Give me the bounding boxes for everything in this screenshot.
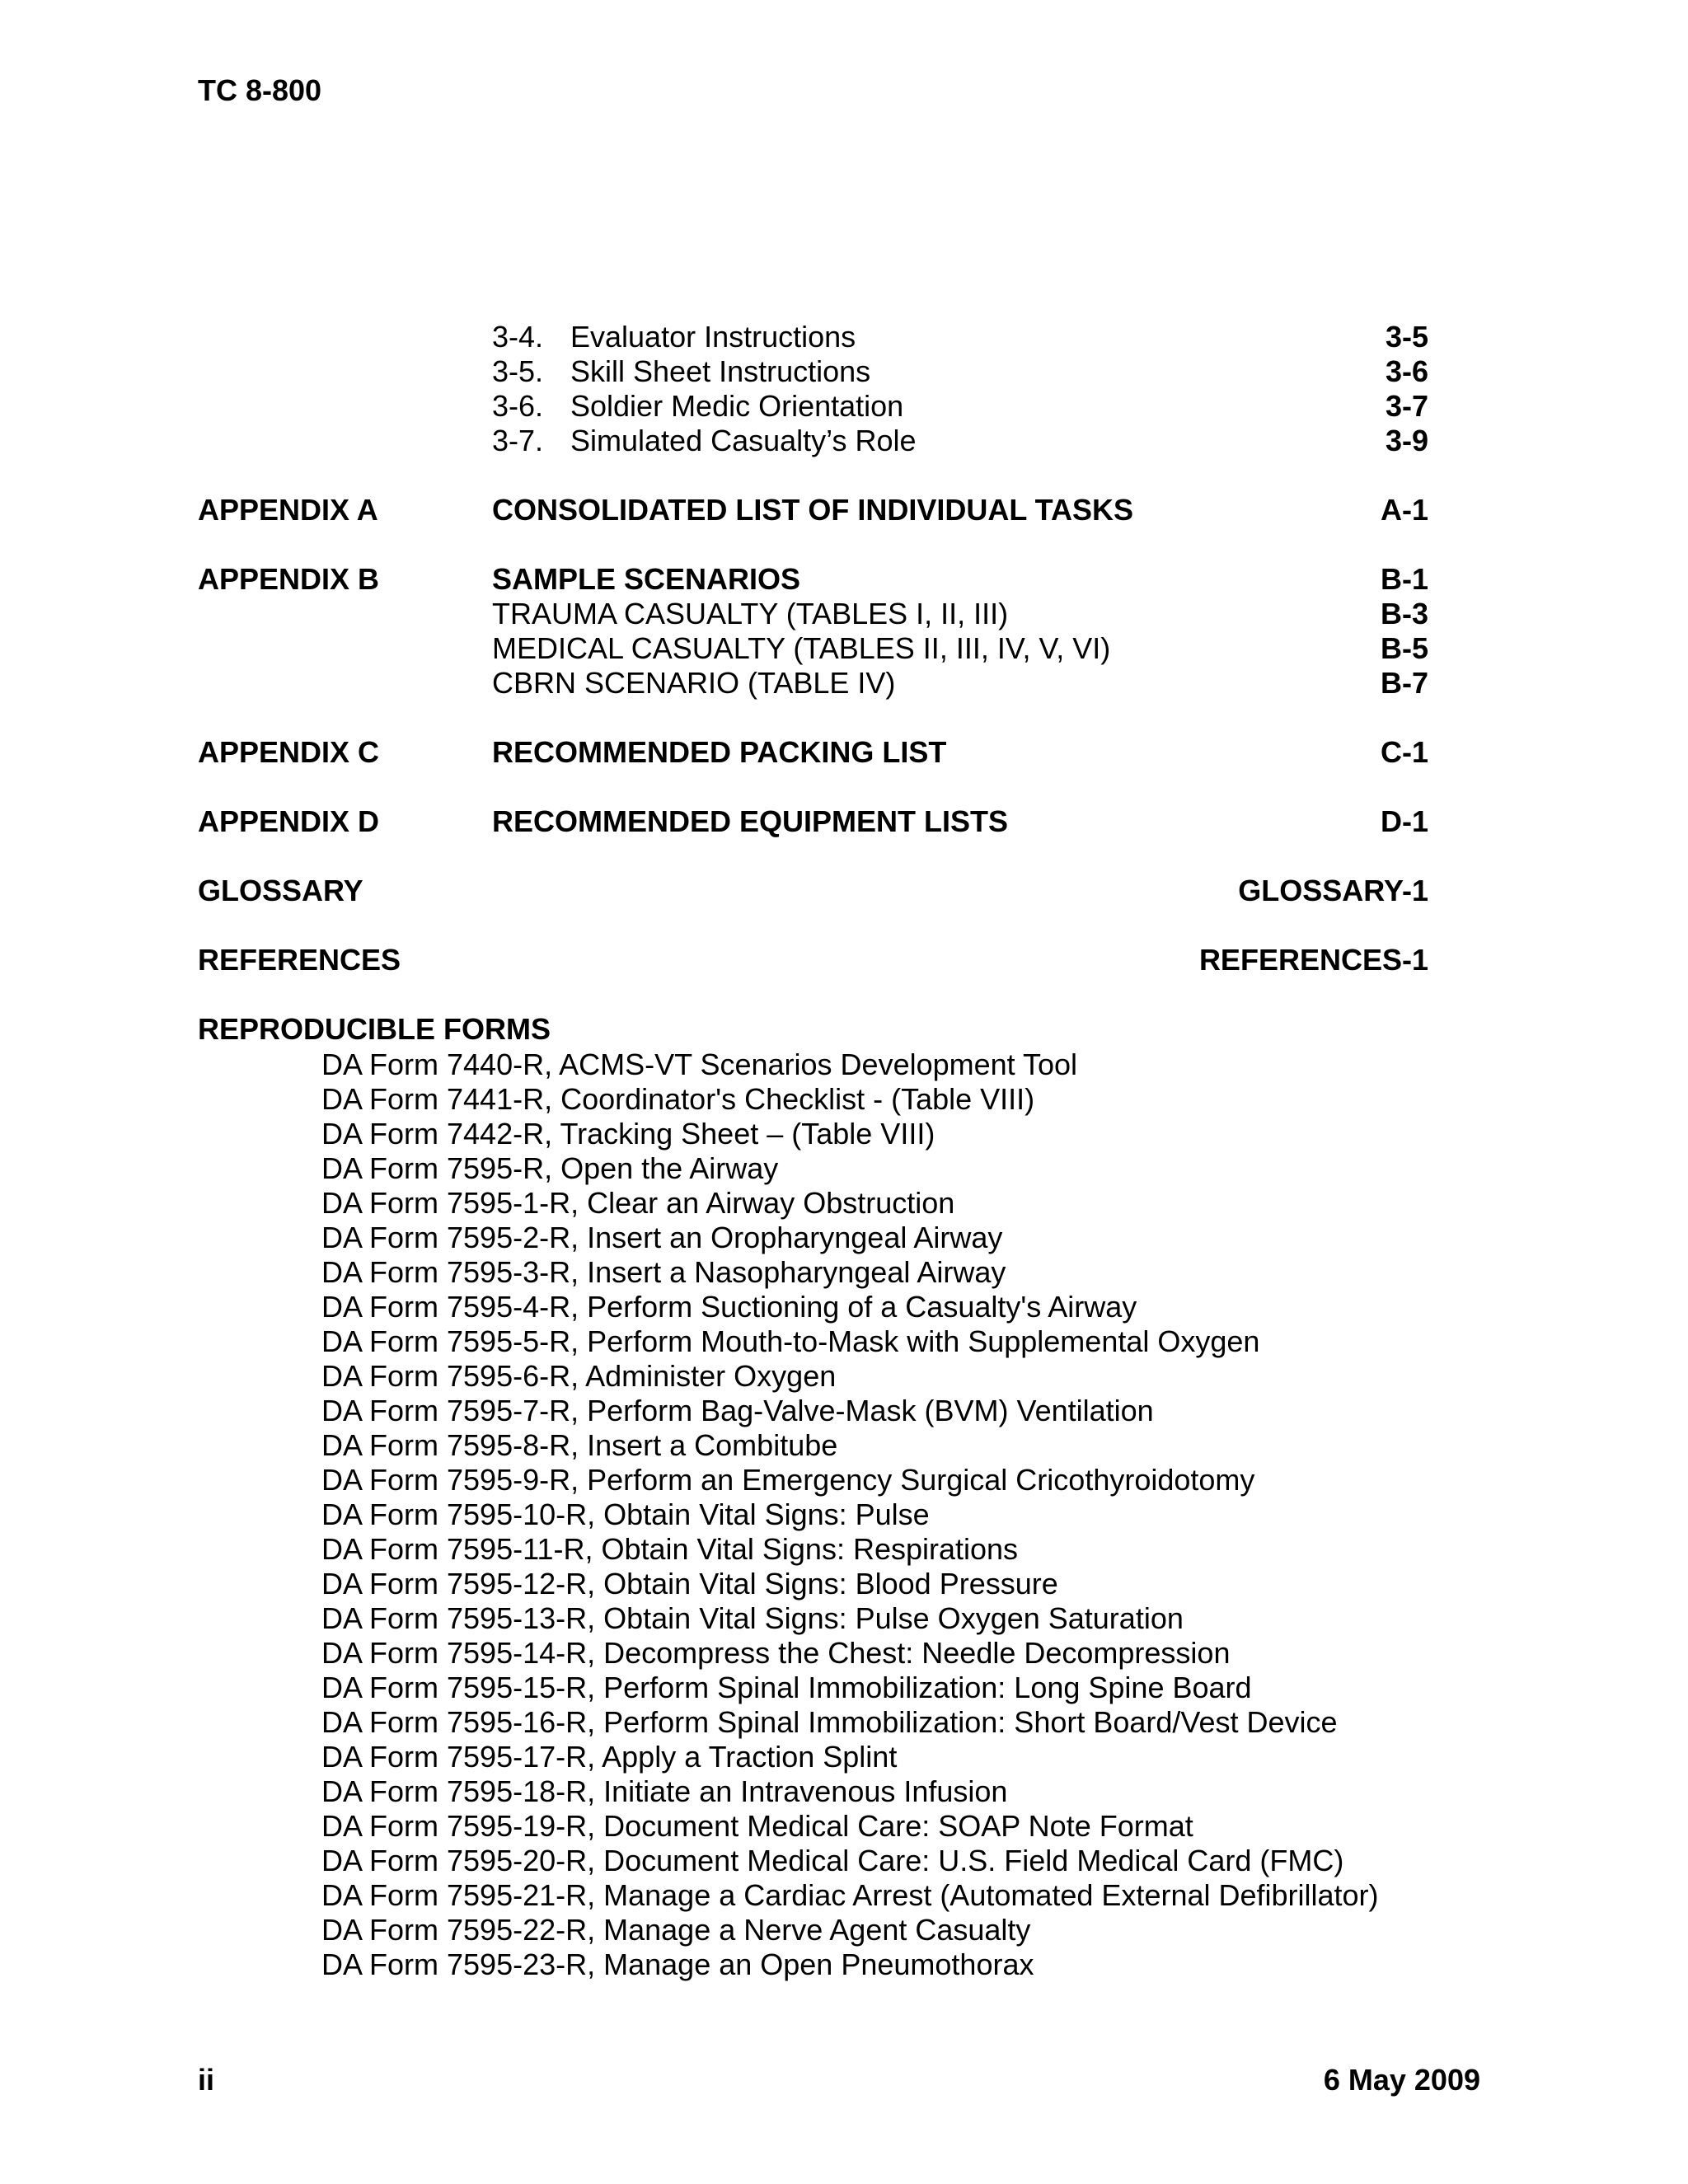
- form-item: DA Form 7595-19-R, Document Medical Care: SOAP Note Format: [321, 1809, 1193, 1843]
- subsection-title: Skill Sheet Instructions: [570, 354, 871, 388]
- form-item: DA Form 7595-20-R, Document Medical Care: U.S. Field Medical Card (FMC): [321, 1844, 1344, 1877]
- appendix-label: APPENDIX C: [198, 735, 380, 769]
- form-item: DA Form 7595-17-R, Apply a Traction Splint: [321, 1740, 898, 1774]
- form-item: DA Form 7595-4-R, Perform Suctioning of a Casualty's Airway: [321, 1290, 1137, 1324]
- subsection-number: 3-7.: [492, 424, 544, 457]
- appendix-page: D-1: [1380, 804, 1428, 838]
- toc-subsection-row: [0, 388, 1688, 424]
- appendix-item-title: MEDICAL CASUALTY (TABLES II, III, IV, V, VI): [492, 631, 1111, 665]
- form-item: DA Form 7595-R, Open the Airway: [321, 1151, 779, 1185]
- appendix-item-title: CBRN SCENARIO (TABLE IV): [492, 666, 896, 700]
- toc-appendix-b-item: [0, 596, 1688, 632]
- toc-glossary: [0, 873, 1688, 909]
- form-item: DA Form 7595-12-R, Obtain Vital Signs: Blood Pressure: [321, 1567, 1058, 1601]
- form-item: DA Form 7595-23-R, Manage an Open Pneumothorax: [321, 1947, 1034, 1981]
- toc-references: [0, 942, 1688, 978]
- toc-appendix-a: [0, 492, 1688, 528]
- appendix-title: SAMPLE SCENARIOS: [492, 562, 801, 596]
- subsection-page: 3-5: [1385, 320, 1428, 354]
- form-item: DA Form 7595-16-R, Perform Spinal Immobilization: Short Board/Vest Device: [321, 1705, 1338, 1739]
- appendix-item-page: B-3: [1380, 597, 1428, 630]
- form-item: DA Form 7595-22-R, Manage a Nerve Agent Casualty: [321, 1913, 1031, 1947]
- toc-subsection-row: [0, 319, 1688, 355]
- form-item: DA Form 7595-14-R, Decompress the Chest: Needle Decompression: [321, 1636, 1231, 1670]
- document-id: TC 8-800: [198, 73, 322, 107]
- appendix-label: APPENDIX D: [198, 804, 380, 838]
- form-item: DA Form 7442-R, Tracking Sheet – (Table VIII): [321, 1117, 935, 1151]
- toc-appendix-c: [0, 734, 1688, 771]
- appendix-page: B-1: [1380, 562, 1428, 596]
- subsection-number: 3-5.: [492, 354, 544, 388]
- form-item: DA Form 7595-15-R, Perform Spinal Immobilization: Long Spine Board: [321, 1671, 1252, 1704]
- reproducible-forms-label: REPRODUCIBLE FORMS: [198, 1012, 551, 1046]
- form-item: DA Form 7595-2-R, Insert an Oropharyngeal Airway: [321, 1221, 1003, 1254]
- appendix-item-page: B-7: [1380, 666, 1428, 700]
- subsection-number: 3-4.: [492, 320, 544, 354]
- references-label: REFERENCES: [198, 943, 401, 977]
- subsection-page: 3-9: [1385, 424, 1428, 457]
- glossary-page: GLOSSARY-1: [1238, 874, 1428, 907]
- appendix-item-title: TRAUMA CASUALTY (TABLES I, II, III): [492, 597, 1009, 630]
- form-item: DA Form 7595-7-R, Perform Bag-Valve-Mask (BVM) Ventilation: [321, 1394, 1154, 1427]
- subsection-title: Evaluator Instructions: [570, 320, 856, 354]
- appendix-item-page: B-5: [1380, 631, 1428, 665]
- appendix-page: A-1: [1380, 493, 1428, 527]
- toc-reproducible-forms: [0, 1011, 1688, 1047]
- references-page: REFERENCES-1: [1198, 943, 1428, 977]
- form-item: DA Form 7595-21-R, Manage a Cardiac Arrest (Automated External Defibrillator): [321, 1878, 1379, 1912]
- form-item: DA Form 7595-6-R, Administer Oxygen: [321, 1359, 837, 1393]
- footer-date: 6 May 2009: [1323, 2063, 1480, 2097]
- toc-subsection-row: [0, 423, 1688, 459]
- toc-subsection-row: [0, 354, 1688, 390]
- glossary-label: GLOSSARY: [198, 874, 363, 907]
- form-item: DA Form 7595-3-R, Insert a Nasopharyngeal Airway: [321, 1255, 1006, 1289]
- form-item: DA Form 7595-5-R, Perform Mouth-to-Mask with Supplemental Oxygen: [321, 1324, 1260, 1358]
- form-item: DA Form 7595-18-R, Initiate an Intravenous Infusion: [321, 1774, 1008, 1808]
- appendix-title: CONSOLIDATED LIST OF INDIVIDUAL TASKS: [492, 493, 1134, 527]
- form-item: DA Form 7595-13-R, Obtain Vital Signs: Pulse Oxygen Saturation: [321, 1601, 1184, 1635]
- toc-appendix-d: [0, 804, 1688, 840]
- form-item: DA Form 7441-R, Coordinator's Checklist - (Table VIII): [321, 1082, 1035, 1116]
- toc-appendix-b: [0, 561, 1688, 598]
- toc-appendix-b-item: [0, 665, 1688, 701]
- form-item: DA Form 7595-1-R, Clear an Airway Obstruction: [321, 1186, 955, 1220]
- appendix-page: C-1: [1380, 735, 1428, 769]
- appendix-title: RECOMMENDED EQUIPMENT LISTS: [492, 804, 1009, 838]
- toc-appendix-b-item: [0, 630, 1688, 667]
- subsection-page: 3-6: [1385, 354, 1428, 388]
- form-item: DA Form 7595-8-R, Insert a Combitube: [321, 1428, 838, 1462]
- form-item: DA Form 7595-10-R, Obtain Vital Signs: Pulse: [321, 1497, 930, 1531]
- form-item: DA Form 7595-9-R, Perform an Emergency Surgical Cricothyroidotomy: [321, 1463, 1255, 1497]
- footer-page-number: ii: [198, 2063, 215, 2097]
- subsection-title: Simulated Casualty’s Role: [570, 424, 917, 457]
- subsection-number: 3-6.: [492, 389, 544, 423]
- appendix-title: RECOMMENDED PACKING LIST: [492, 735, 947, 769]
- appendix-label: APPENDIX B: [198, 562, 380, 596]
- appendix-label: APPENDIX A: [198, 493, 378, 527]
- subsection-title: Soldier Medic Orientation: [570, 389, 904, 423]
- form-item: DA Form 7440-R, ACMS-VT Scenarios Development Tool: [321, 1047, 1078, 1081]
- form-item: DA Form 7595-11-R, Obtain Vital Signs: Respirations: [321, 1532, 1019, 1566]
- subsection-page: 3-7: [1385, 389, 1428, 423]
